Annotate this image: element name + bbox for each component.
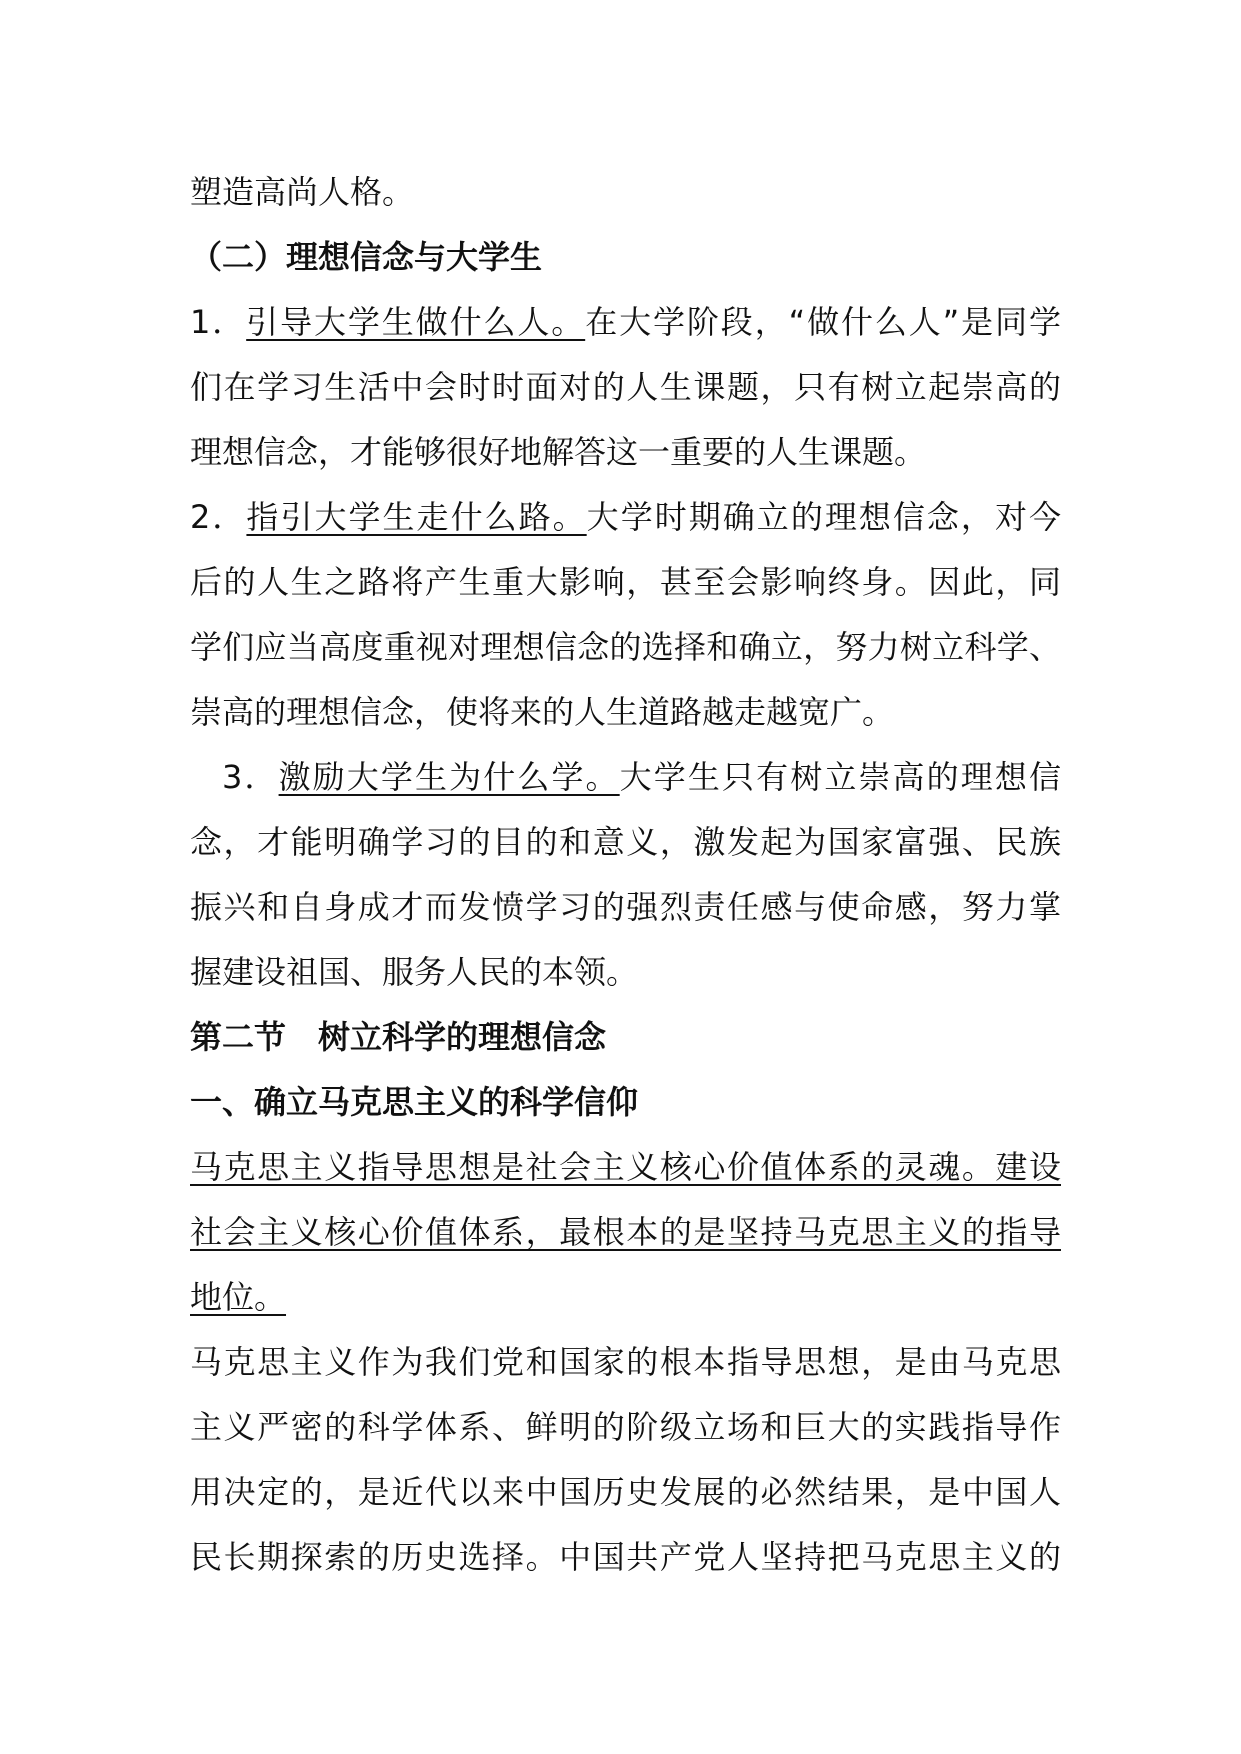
text-line: 念，才能明确学习的目的和意义，激发起为国家富强、民族 [190,823,1061,861]
paragraph-3-line-1 [190,745,1061,810]
item-number: 1． [190,303,247,341]
text-line: 们在学习生活中会时时面对的人生课题，只有树立起崇高的 [190,368,1061,406]
text-span: 大学时期确立的理想信念，对今 [586,498,1061,536]
item-number: 3． [222,758,279,796]
underlined-text: 地位。 [190,1278,287,1316]
text-line: 马克思主义作为我们党和国家的根本指导思想，是由马克思 [190,1343,1061,1381]
chapter-section-heading: 第二节 树立科学的理想信念 [190,1018,607,1056]
subsection-heading: 一、确立马克思主义的科学信仰 [190,1083,639,1121]
text-line: 理想信念，才能够很好地解答这一重要的人生课题。 [190,433,927,471]
text-span: 在大学阶段，“做什么人”是同学 [585,303,1061,341]
text-line: 振兴和自身成才而发愤学习的强烈责任感与使命感，努力掌 [190,888,1061,926]
underlined-text: 马克思主义指导思想是社会主义核心价值体系的灵魂。建设 [190,1148,1061,1186]
underlined-line [190,1135,1061,1200]
text-line: 崇高的理想信念，使将来的人生道路越走越宽广。 [190,693,895,731]
text-line: 握建设祖国、服务人民的本领。 [190,953,639,991]
text-line: 塑造高尚人格。 [190,173,415,211]
underlined-phrase: 激励大学生为什么学。 [278,758,620,796]
section-heading: （二）理想信念与大学生 [190,238,543,276]
underlined-line [190,1265,1061,1330]
text-line: 用决定的，是近代以来中国历史发展的必然结果，是中国人 [190,1473,1061,1511]
underlined-text: 社会主义核心价值体系，最根本的是坚持马克思主义的指导 [190,1213,1061,1251]
text-line: 主义严密的科学体系、鲜明的阶级立场和巨大的实践指导作 [190,1408,1061,1446]
underlined-phrase: 指引大学生走什么路。 [246,498,587,536]
text-line: 学们应当高度重视对理想信念的选择和确立，努力树立科学、 [190,628,1061,666]
text-line: 后的人生之路将产生重大影响，甚至会影响终身。因此，同 [190,563,1061,601]
text-span: 大学生只有树立崇高的理想信 [619,758,1061,796]
text-line: 民长期探索的历史选择。中国共产党人坚持把马克思主义的 [190,1538,1061,1576]
paragraph-2-line-1 [190,485,1061,550]
underlined-phrase: 引导大学生做什么人。 [246,303,586,341]
paragraph-1-line-1 [190,290,1061,355]
item-number: 2． [190,498,247,536]
underlined-line [190,1200,1061,1265]
